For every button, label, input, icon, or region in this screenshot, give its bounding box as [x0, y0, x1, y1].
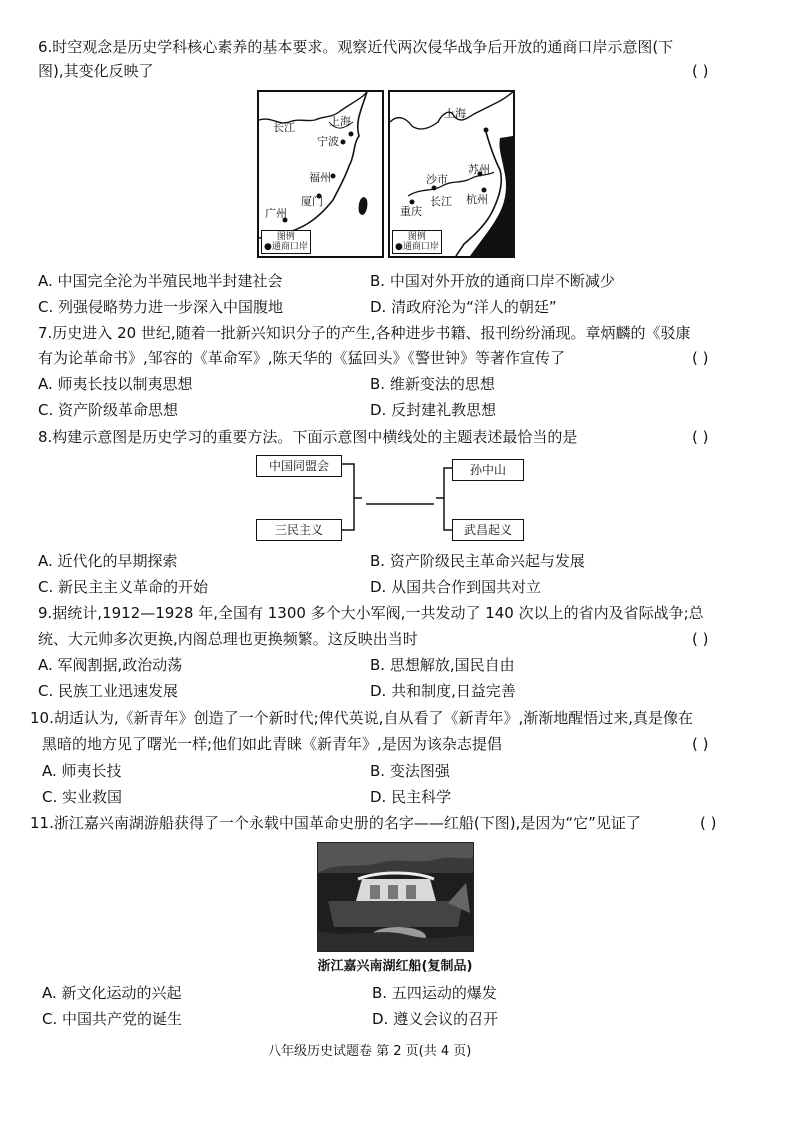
- q11-option-a[interactable]: A. 新文化运动的兴起: [42, 984, 182, 1002]
- map1-label-0: 长江: [273, 121, 295, 134]
- map1-label-1: 上海: [329, 115, 351, 128]
- q9-option-b[interactable]: B. 思想解放,国民自由: [370, 656, 515, 674]
- q6-option-a[interactable]: A. 中国完全沦为半殖民地半封建社会: [38, 272, 283, 290]
- q6-answer-paren: ( ): [692, 62, 709, 80]
- q6-option-b[interactable]: B. 中国对外开放的通商口岸不断减少: [370, 272, 615, 290]
- map2-legend: [392, 230, 442, 254]
- page-footer: 八年级历史试题卷 第 2 页(共 4 页): [268, 1044, 472, 1059]
- q10-stem-line2: 黑暗的地方见了曙光一样;他们如此青睐《新青年》,是因为该杂志提倡: [42, 735, 502, 753]
- q8-box-tongmenghui: 中国同盟会: [256, 455, 342, 477]
- map1-label-2: 宁波: [317, 135, 339, 148]
- map1-legend: [261, 230, 311, 254]
- q10-option-b[interactable]: B. 变法图强: [370, 762, 450, 780]
- q8-option-d[interactable]: D. 从国共合作到国共对立: [370, 578, 542, 596]
- q11-option-b[interactable]: B. 五四运动的爆发: [372, 984, 497, 1002]
- q8-option-c[interactable]: C. 新民主主义革命的开始: [38, 578, 209, 596]
- q9-option-a[interactable]: A. 军阀割据,政治动荡: [38, 656, 183, 674]
- q8-box-sun-zhongshan: 孙中山: [452, 459, 524, 481]
- q6-map-first-war: [257, 90, 384, 258]
- q9-option-c[interactable]: C. 民族工业迅速发展: [38, 682, 179, 700]
- red-boat-photo: [317, 842, 474, 952]
- map1-legend-item: ●通商口岸: [264, 242, 308, 252]
- q10-option-c[interactable]: C. 实业救国: [42, 788, 123, 806]
- q11-option-c[interactable]: C. 中国共产党的诞生: [42, 1010, 183, 1028]
- q9-stem-line2: 统、大元帅多次更换,内阁总理也更换频繁。这反映出当时: [38, 630, 418, 648]
- q7-option-d[interactable]: D. 反封建礼教思想: [370, 401, 497, 419]
- q8-answer-paren: ( ): [692, 428, 709, 446]
- q10-option-d[interactable]: D. 民主科学: [370, 788, 452, 806]
- map1-label-3: 福州: [309, 171, 331, 184]
- map1-label-4: 厦门: [301, 195, 323, 208]
- q6-stem-line1: 6.时空观念是历史学科核心素养的基本要求。观察近代两次侵华战争后开放的通商口岸示意图(下: [38, 38, 674, 56]
- q7-option-b[interactable]: B. 维新变法的思想: [370, 375, 495, 393]
- map2-legend-item: ●通商口岸: [395, 242, 439, 252]
- q10-stem-line1: 10.胡适认为,《新青年》创造了一个新时代;俾代英说,自从看了《新青年》,渐渐地醒悟过来,真是像在: [30, 709, 693, 727]
- q11-option-d[interactable]: D. 遵义会议的召开: [372, 1010, 499, 1028]
- map2-label-1: 苏州: [468, 163, 490, 176]
- map2-label-4: 长江: [430, 195, 452, 208]
- q8-option-b[interactable]: B. 资产阶级民主革命兴起与发展: [370, 552, 585, 570]
- q6-option-c[interactable]: C. 列强侵略势力进一步深入中国腹地: [38, 298, 284, 316]
- q6-map-second-war: [388, 90, 515, 258]
- q8-option-a[interactable]: A. 近代化的早期探索: [38, 552, 178, 570]
- q7-answer-paren: ( ): [692, 349, 709, 367]
- q8-box-wuchang-uprising: 武昌起义: [452, 519, 524, 541]
- q10-answer-paren: ( ): [692, 735, 709, 753]
- q8-box-sanmin-zhuyi: 三民主义: [256, 519, 342, 541]
- red-boat-caption: 浙江嘉兴南湖红船(复制品): [317, 959, 473, 974]
- map1-label-5: 广州: [265, 207, 287, 220]
- map2-label-0: 上海: [444, 107, 466, 120]
- q10-option-a[interactable]: A. 师夷长技: [42, 762, 122, 780]
- q6-stem-line2: 图),其变化反映了: [38, 62, 154, 80]
- map2-label-2: 沙市: [426, 173, 448, 186]
- q9-answer-paren: ( ): [692, 630, 709, 648]
- q11-answer-paren: ( ): [700, 814, 717, 832]
- map2-label-5: 杭州: [466, 193, 488, 206]
- q9-option-d[interactable]: D. 共和制度,日益完善: [370, 682, 516, 700]
- q8-stem-line1: 8.构建示意图是历史学习的重要方法。下面示意图中横线处的主题表述最恰当的是: [38, 428, 578, 446]
- map2-label-3: 重庆: [400, 205, 422, 218]
- q7-stem-line2: 有为论革命书》,邹容的《革命军》,陈天华的《猛回头》《警世钟》等著作宣传了: [38, 349, 566, 367]
- q6-option-d[interactable]: D. 清政府沦为“洋人的朝廷”: [370, 298, 557, 316]
- q7-stem-line1: 7.历史进入 20 世纪,随着一批新兴知识分子的产生,各种进步书籍、报刊纷纷涌现。章炳麟的《驳康: [38, 324, 691, 342]
- q7-option-a[interactable]: A. 师夷长技以制夷思想: [38, 375, 193, 393]
- map2-legend-title: 图例: [407, 232, 426, 242]
- red-boat-image: [318, 843, 473, 951]
- map1-legend-title: 图例: [276, 232, 295, 242]
- q7-option-c[interactable]: C. 资产阶级革命思想: [38, 401, 179, 419]
- q9-stem-line1: 9.据统计,1912—1928 年,全国有 1300 多个大小军阀,一共发动了 140 次以上的省内及省际战争;总: [38, 604, 704, 622]
- q11-stem-line1: 11.浙江嘉兴南湖游船获得了一个永载中国革命史册的名字——红船(下图),是因为“它”见证了: [30, 814, 641, 832]
